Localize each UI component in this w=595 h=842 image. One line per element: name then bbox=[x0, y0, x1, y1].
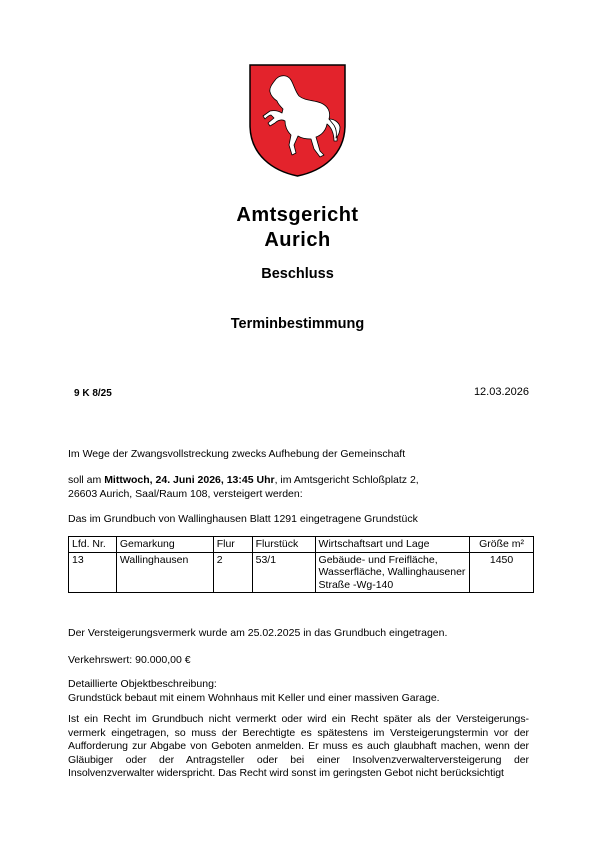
col-header-wirtschaftsart: Wirtschaftsart und Lage bbox=[315, 537, 470, 553]
col-header-flurstueck: Flurstück bbox=[252, 537, 315, 553]
cell-flur: 2 bbox=[213, 552, 252, 593]
object-description-text: Grundstück bebaut mit einem Wohnhaus mit Keller und einer massiven Garage. bbox=[68, 691, 440, 704]
auction-prefix: soll am bbox=[68, 474, 105, 486]
vermerk-paragraph: Der Versteigerungsvermerk wurde am 25.02.2025 in das Grundbuch eingetragen. bbox=[68, 627, 448, 639]
court-city: Aurich bbox=[264, 229, 331, 251]
court-name: Amtsgericht bbox=[236, 204, 359, 226]
lower-saxony-crest-icon bbox=[248, 63, 347, 178]
document-type: Beschluss bbox=[261, 266, 334, 282]
parcel-table bbox=[68, 536, 534, 593]
intro-paragraph: Im Wege der Zwangsvollstreckung zwecks Aufhebung der Gemeinschaft bbox=[68, 448, 406, 460]
document-date: 12.03.2026 bbox=[473, 386, 529, 398]
case-number: 9 K 8/25 bbox=[74, 388, 112, 399]
cell-gemarkung: Wallinghausen bbox=[116, 552, 213, 593]
cell-flurstueck: 53/1 bbox=[252, 552, 315, 593]
document-subject: Terminbestimmung bbox=[230, 316, 365, 332]
col-header-lfd-nr: Lfd. Nr. bbox=[69, 537, 117, 553]
object-description bbox=[68, 678, 529, 705]
auction-location: , im Amtsgericht Schloßplatz 2, bbox=[274, 474, 419, 486]
table-header-row bbox=[69, 537, 534, 553]
cell-wirtschaftsart: Gebäude- und Freifläche, Wasserfläche, Wallinghausener Straße -Wg-140 bbox=[315, 552, 470, 593]
col-header-gemarkung: Gemarkung bbox=[116, 537, 213, 553]
cell-groesse: 1450 bbox=[470, 552, 534, 593]
rights-paragraph: Ist ein Recht im Grundbuch nicht vermerkt oder wird ein Recht später als der Versteigerungs-vermerk eingetragen, so muss der Berechtigte es spätestens im Versteigerungstermin vor der Aufforderung zur Abgabe von Geboten anmelden. Er muss es auch glaubhaft machen, wenn der Gläubiger oder der Antragsteller oder bei einer Insolvenzverwalterversteigerung der Insolvenzverwalter widerspricht. Das Recht wird sonst im geringsten Gebot nicht berücksichtigt bbox=[68, 713, 529, 779]
col-header-flur: Flur bbox=[213, 537, 252, 553]
auction-date-paragraph bbox=[68, 474, 529, 501]
object-description-label: Detaillierte Objektbeschreibung: bbox=[68, 678, 217, 690]
cell-lfd-nr: 13 bbox=[69, 552, 117, 593]
land-register-paragraph: Das im Grundbuch von Wallinghausen Blatt 1291 eingetragene Grundstück bbox=[68, 513, 418, 525]
auction-date: Mittwoch, 24. Juni 2026, 13:45 Uhr bbox=[104, 474, 275, 486]
table-row bbox=[69, 552, 534, 593]
col-header-groesse: Größe m² bbox=[470, 537, 534, 553]
auction-room: 26603 Aurich, Saal/Raum 108, versteigert werden: bbox=[68, 487, 303, 500]
market-value: Verkehrswert: 90.000,00 € bbox=[68, 654, 191, 666]
